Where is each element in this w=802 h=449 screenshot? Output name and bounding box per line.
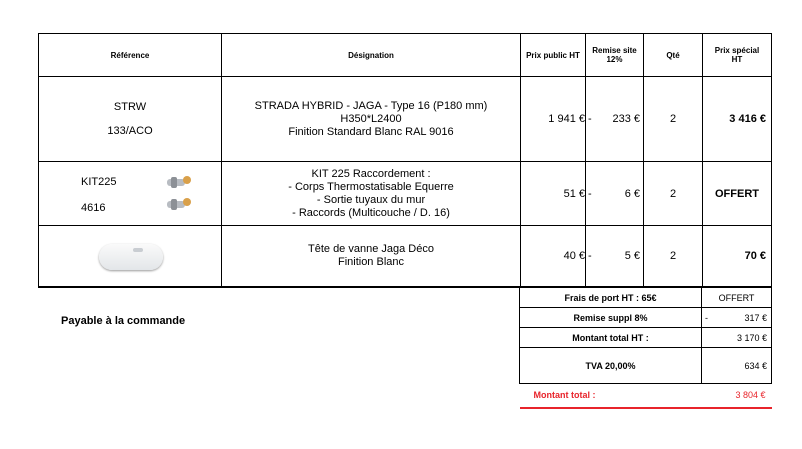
- row-prix-special: OFFERT: [703, 162, 772, 226]
- frais-port-value: OFFERT: [702, 288, 772, 308]
- fitting-icon: [167, 176, 191, 190]
- summary-row: [520, 288, 772, 308]
- summary-table: [519, 287, 772, 409]
- summary-row: [520, 348, 772, 384]
- remise-suppl-value: - 317 €: [702, 308, 772, 328]
- remise-suppl-label: Remise suppl 8%: [520, 308, 702, 328]
- montant-ht-value: 3 170 €: [702, 328, 772, 348]
- montant-ht-label: Montant total HT :: [520, 328, 702, 348]
- tva-label: TVA 20,00%: [520, 348, 702, 384]
- total-row: [520, 384, 772, 408]
- header-remise: Remise site 12%: [586, 34, 644, 77]
- row-reference: STRW 133/ACO: [39, 77, 222, 162]
- row-designation: KIT 225 Raccordement : - Corps Thermostatisable Equerre - Sortie tuyaux du mur - Raccords (Multicouche / D. 16): [222, 162, 521, 226]
- row-prix-public: 1 941 €: [521, 77, 586, 162]
- table-row: [39, 226, 772, 287]
- row-remise: - 6 €: [586, 162, 644, 226]
- header-prix-public: Prix public HT: [521, 34, 586, 77]
- header-qte: Qté: [644, 34, 703, 77]
- row-reference: [39, 226, 222, 287]
- header-prix-special: Prix spécial HT: [703, 34, 772, 77]
- thermostatic-head-icon: [93, 238, 167, 274]
- total-label: Montant total :: [520, 384, 702, 408]
- quote-table: [38, 33, 772, 287]
- fitting-icon: [167, 198, 191, 212]
- total-value: 3 804 €: [702, 384, 772, 408]
- frais-port-label: Frais de port HT : 65€: [520, 288, 702, 308]
- row-remise: - 5 €: [586, 226, 644, 287]
- row-prix-special: 3 416 €: [703, 77, 772, 162]
- divider: [38, 287, 520, 288]
- header-reference: Référence: [39, 34, 222, 77]
- row-prix-special: 70 €: [703, 226, 772, 287]
- row-qte: 2: [644, 226, 703, 287]
- row-designation: STRADA HYBRID - JAGA - Type 16 (P180 mm) H350*L2400 Finition Standard Blanc RAL 9016: [222, 77, 521, 162]
- row-prix-public: 40 €: [521, 226, 586, 287]
- row-remise: - 233 €: [586, 77, 644, 162]
- summary-row: [520, 308, 772, 328]
- row-reference: KIT225 4616: [39, 162, 222, 226]
- row-designation: Tête de vanne Jaga Déco Finition Blanc: [222, 226, 521, 287]
- tva-value: 634 €: [702, 348, 772, 384]
- header-row: [39, 34, 772, 77]
- summary-row: [520, 328, 772, 348]
- row-qte: 2: [644, 77, 703, 162]
- header-designation: Désignation: [222, 34, 521, 77]
- row-prix-public: 51 €: [521, 162, 586, 226]
- table-row: [39, 77, 772, 162]
- payment-terms: Payable à la commande: [61, 315, 186, 327]
- table-row: [39, 162, 772, 226]
- row-qte: 2: [644, 162, 703, 226]
